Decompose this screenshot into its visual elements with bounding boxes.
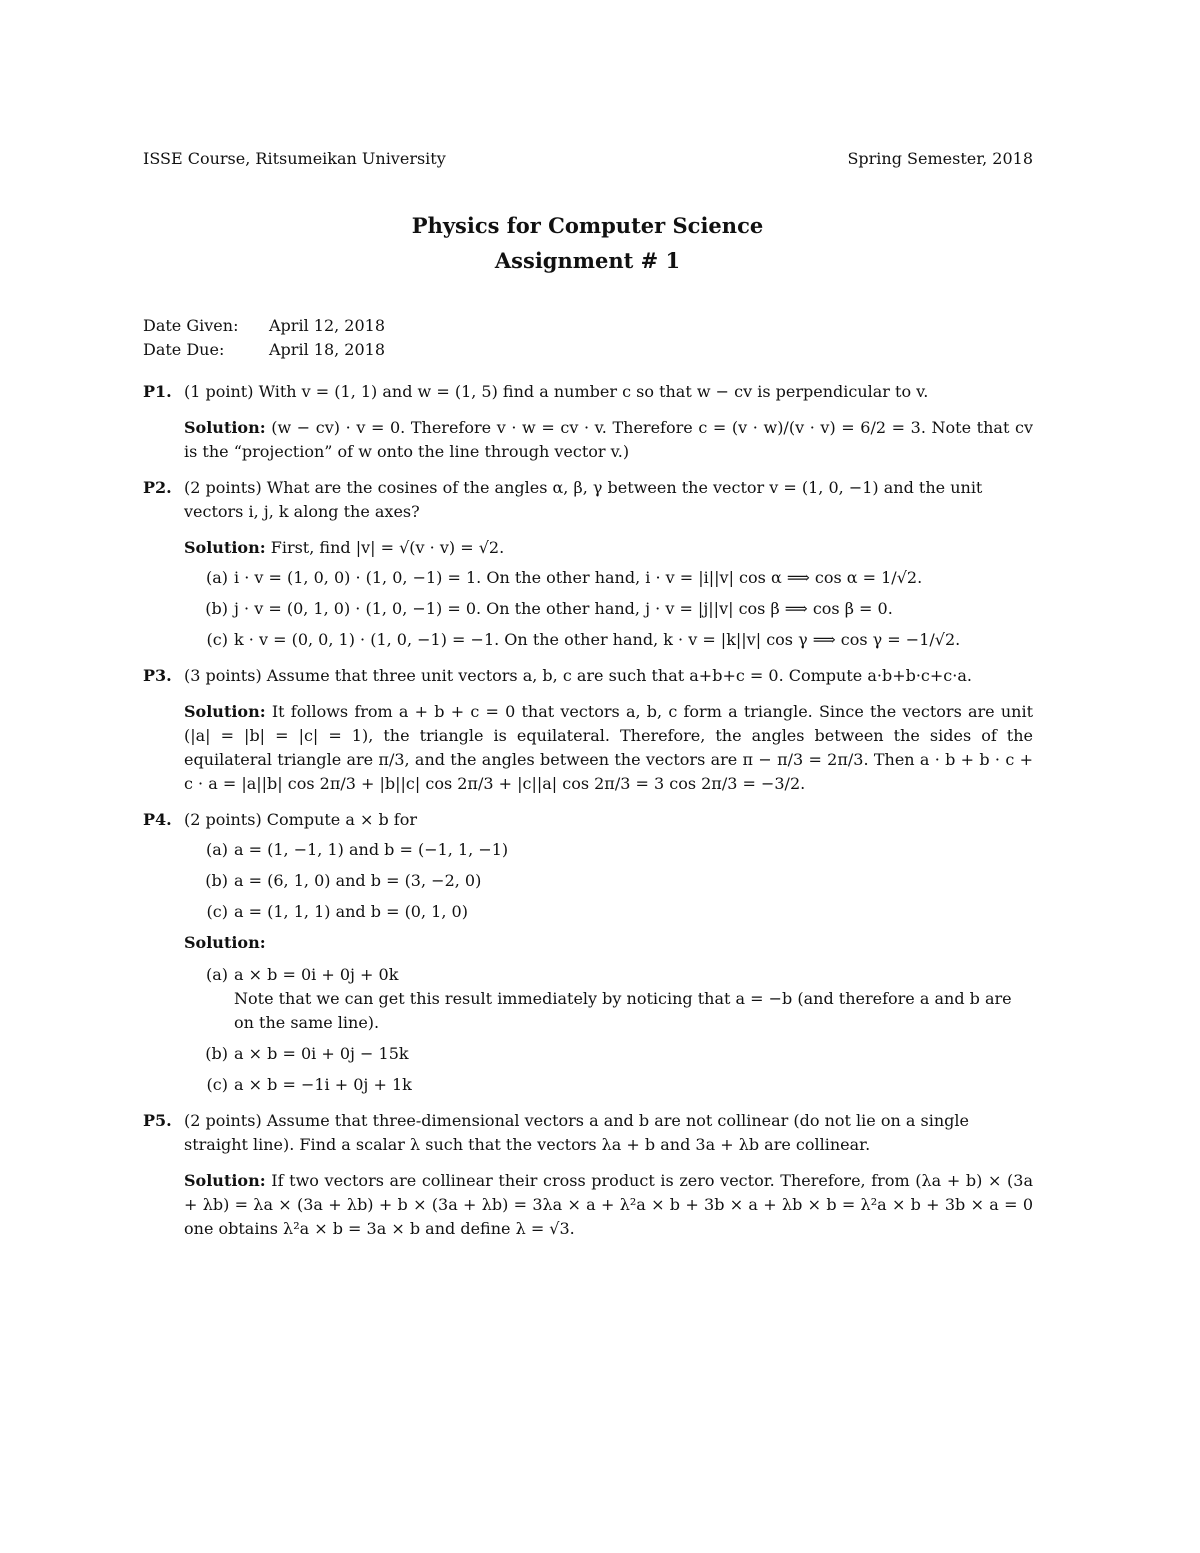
list-item [184, 628, 1033, 652]
solution-label: Solution: [184, 933, 266, 952]
item-note: Note that we can get this result immediately by noticing that a = −b (and therefore a and b are on the same line). [234, 989, 1012, 1032]
document-subtitle: Assignment # 1 [494, 248, 681, 273]
date-given-row [143, 314, 385, 338]
solution-label: Solution: [184, 418, 266, 437]
problem-2 [143, 476, 1033, 524]
item-text: a = (6, 1, 0) and b = (3, −2, 0) [234, 871, 482, 890]
list-item [184, 838, 1033, 862]
date-due-label: Date Due: [143, 340, 225, 359]
item-label: (b) [205, 599, 228, 618]
list-item [184, 1042, 1033, 1066]
item-text: j · v = (0, 1, 0) · (1, 0, −1) = 0. On the other hand, j · v = |j||v| cos β ⟹ cos β = 0. [234, 599, 893, 618]
item-label: (a) [205, 840, 228, 859]
item-text: a = (1, −1, 1) and b = (−1, 1, −1) [234, 840, 509, 859]
header-semester: Spring Semester, 2018 [847, 149, 1033, 168]
problem-3 [143, 664, 1033, 688]
date-due-row [143, 338, 385, 362]
item-text: k · v = (0, 0, 1) · (1, 0, −1) = −1. On the other hand, k · v = |k||v| cos γ ⟹ cos γ = −1/√2. [234, 630, 961, 649]
header-course: ISSE Course, Ritsumeikan University [143, 149, 446, 168]
item-label: (c) [206, 1075, 228, 1094]
item-label: (a) [205, 568, 228, 587]
item-text: i · v = (1, 0, 0) · (1, 0, −1) = 1. On the other hand, i · v = |i||v| cos α ⟹ cos α = 1/√2. [234, 568, 923, 587]
date-due-value: April 18, 2018 [269, 340, 386, 359]
item-label: (b) [205, 871, 228, 890]
problem-text: (2 points) Assume that three-dimensional vectors a and b are not collinear (do not lie on a single straight line). Find a scalar λ such that the vectors λa + b and 3a + λb are collinear. [184, 1111, 969, 1154]
problem-number: P4. [143, 810, 172, 829]
date-given-label: Date Given: [143, 316, 239, 335]
problem-4 [143, 808, 1033, 832]
list-item [184, 1073, 1033, 1097]
list-item [184, 597, 1033, 621]
solution-label: Solution: [184, 702, 266, 721]
problem-text: (1 point) With v = (1, 1) and w = (1, 5) find a number c so that w − cv is perpendicular to v. [184, 382, 929, 401]
solution-3 [184, 700, 1033, 796]
document-title: Physics for Computer Science [411, 213, 764, 238]
item-text: a × b = −1i + 0j + 1k [234, 1075, 412, 1094]
solution-1 [184, 416, 1033, 464]
item-label: (c) [206, 902, 228, 921]
problem-5 [143, 1109, 1033, 1157]
solution-5 [184, 1169, 1033, 1241]
problem-number: P2. [143, 478, 172, 497]
item-label: (b) [205, 1044, 228, 1063]
dates-block [143, 314, 385, 362]
problem-1 [143, 380, 1033, 404]
problem-number: P5. [143, 1111, 172, 1130]
solution-2 [184, 536, 1033, 560]
list-item [184, 900, 1033, 924]
item-label: (c) [206, 630, 228, 649]
list-item [184, 963, 1033, 1035]
item-text: a × b = 0i + 0j − 15k [234, 1044, 409, 1063]
item-text [234, 963, 1033, 1035]
list-item [184, 869, 1033, 893]
date-given-value: April 12, 2018 [269, 316, 386, 335]
item-text: a = (1, 1, 1) and b = (0, 1, 0) [234, 902, 468, 921]
solution-text: (w − cv) · v = 0. Therefore v · w = cv · v. Therefore c = (v · w)/(v · v) = 6/2 = 3. Note that cv is the “projection” of w onto the line through vector v.) [184, 418, 1033, 461]
problem-number: P3. [143, 666, 172, 685]
solution-text: If two vectors are collinear their cross product is zero vector. Therefore, from (λa + b) × (3a + λb) = λa × (3a + λb) + b × (3a + λb) = 3λa × a + λ²a × b + 3b × a + λb × b = λ²a × b + 3b × a = 0 one obtains λ²a × b = 3a × b and define λ = √3. [184, 1171, 1033, 1238]
solution-text: It follows from a + b + c = 0 that vectors a, b, c form a triangle. Since the vectors are unit (|a| = |b| = |c| = 1), the triangle is equilateral. Therefore, the angles between the sides of the equilateral triangle are π/3, and the angles between the vectors are π − π/3 = 2π/3. Then a · b + b · c + c · a = |a||b| cos 2π/3 + |b||c| cos 2π/3 + |c||a| cos 2π/3 = 3 cos 2π/3 = −3/2. [184, 702, 1034, 793]
problems [143, 380, 1033, 1253]
solution-label: Solution: [184, 1171, 266, 1190]
problem-text: (2 points) What are the cosines of the angles α, β, γ between the vector v = (1, 0, −1) and the unit vectors i, j, k along the axes? [184, 478, 983, 521]
page-header [143, 149, 1033, 168]
item-label: (a) [205, 965, 228, 984]
problem-text: (3 points) Assume that three unit vectors a, b, c are such that a+b+c = 0. Compute a·b+b·c+c·a. [184, 666, 972, 685]
solution-text: First, find |v| = √(v · v) = √2. [270, 538, 505, 557]
item-result: a × b = 0i + 0j + 0k [234, 965, 399, 984]
list-item [184, 566, 1033, 590]
problem-text: (2 points) Compute a × b for [184, 810, 417, 829]
problem-number: P1. [143, 382, 172, 401]
solution-label: Solution: [184, 538, 266, 557]
